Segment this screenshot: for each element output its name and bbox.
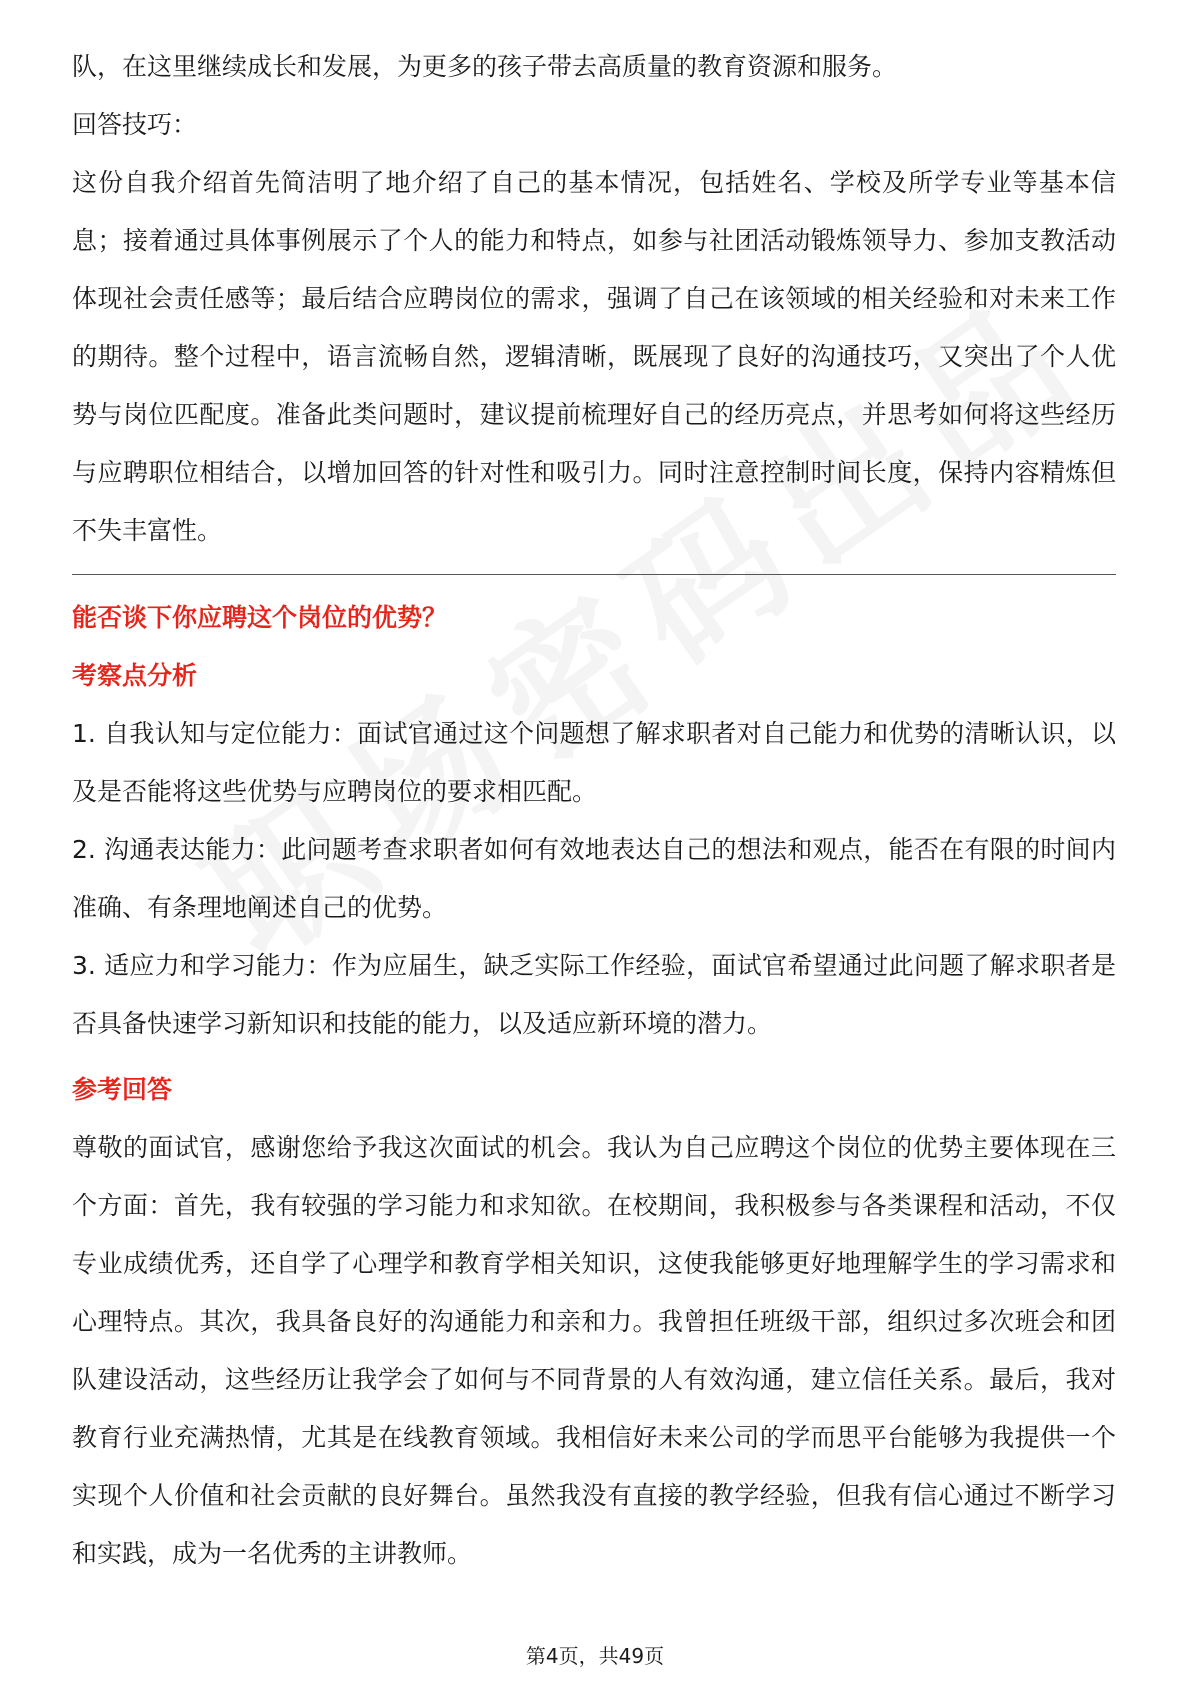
intro-continuation: 队，在这里继续成长和发展，为更多的孩子带去高质量的教育资源和服务。	[72, 52, 898, 81]
tips-label: 回答技巧：	[72, 110, 198, 139]
analysis-title: 考察点分析	[72, 661, 198, 690]
tips-text: 这份自我介绍首先简洁明了地介绍了自己的基本情况，包括姓名、学校及所学专业等基本信息；接着通过具体事例展示了个人的能力和特点，如参与社团活动锻炼领导力、参加支教活动体现社会责任感等；最后结合应聘岗位的需求，强调了自己在该领域的相关经验和对未来工作的期待。整个过程中，语言流畅自然，逻辑清晰，既展现了良好的沟通技巧，又突出了个人优势与岗位匹配度。准备此类问题时，建议提前梳理好自己的经历亮点，并思考如何将这些经历与应聘职位相结合，以增加回答的针对性和吸引力。同时注意控制时间长度，保持内容精炼但不失丰富性。	[72, 168, 1116, 545]
answer-title: 参考回答	[72, 1075, 173, 1104]
page-footer: 第4页，共49页	[525, 1644, 665, 1668]
question-title: 能否谈下你应聘这个岗位的优势？	[72, 603, 448, 632]
document-page	[72, 38, 1116, 1583]
section-divider	[72, 574, 1116, 575]
analysis-point: 1. 自我认知与定位能力：面试官通过这个问题想了解求职者对自己能力和优势的清晰认识，以及是否能将这些优势与应聘岗位的要求相匹配。	[72, 719, 1116, 806]
analysis-point: 3. 适应力和学习能力：作为应届生，缺乏实际工作经验，面试官希望通过此问题了解求职者是否具备快速学习新知识和技能的能力，以及适应新环境的潜力。	[72, 951, 1116, 1038]
analysis-point: 2. 沟通表达能力：此问题考查求职者如何有效地表达自己的想法和观点，能否在有限的时间内准确、有条理地阐述自己的优势。	[72, 835, 1116, 922]
answer-text: 尊敬的面试官，感谢您给予我这次面试的机会。我认为自己应聘这个岗位的优势主要体现在三个方面：首先，我有较强的学习能力和求知欲。在校期间，我积极参与各类课程和活动，不仅专业成绩优秀，还自学了心理学和教育学相关知识，这使我能够更好地理解学生的学习需求和心理特点。其次，我具备良好的沟通能力和亲和力。我曾担任班级干部，组织过多次班会和团队建设活动，这些经历让我学会了如何与不同背景的人有效沟通，建立信任关系。最后，我对教育行业充满热情，尤其是在线教育领域。我相信好未来公司的学而思平台能够为我提供一个实现个人价值和社会贡献的良好舞台。虽然我没有直接的教学经验，但我有信心通过不断学习和实践，成为一名优秀的主讲教师。	[72, 1133, 1116, 1568]
